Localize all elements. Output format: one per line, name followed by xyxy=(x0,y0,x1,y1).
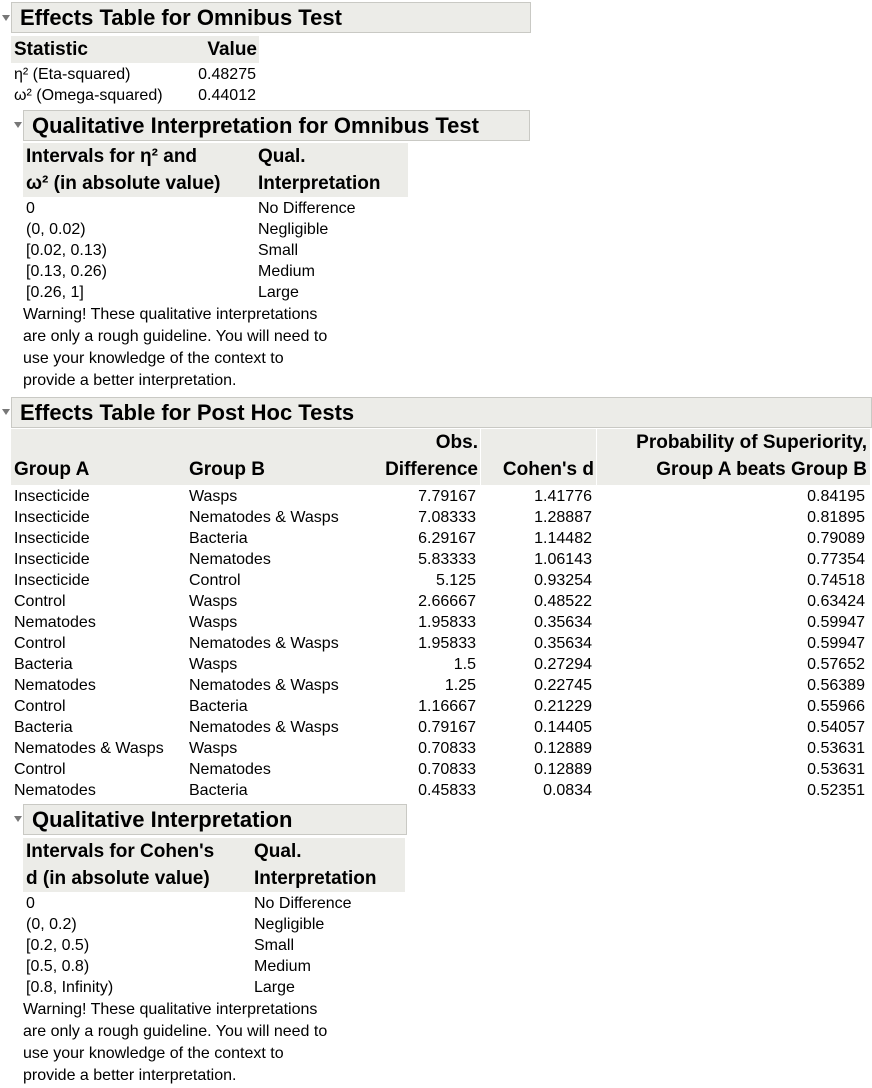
qual-posthoc-col-interp: Qual. Interpretation xyxy=(252,838,405,892)
posthoc-group-b: Nematodes & Wasps xyxy=(189,719,339,736)
posthoc-obs-diff: 5.83333 xyxy=(418,551,476,568)
posthoc-cohens-d: 0.35634 xyxy=(534,635,592,652)
posthoc-group-a: Insecticide xyxy=(14,530,90,547)
disclosure-triangle-icon[interactable] xyxy=(2,15,10,21)
posthoc-cohens-d: 1.14482 xyxy=(534,530,592,547)
qual-omnibus-interp: Medium xyxy=(258,263,315,280)
posthoc-group-b: Nematodes xyxy=(189,761,271,778)
qual-posthoc-interp: Large xyxy=(254,979,295,996)
posthoc-group-a: Bacteria xyxy=(14,656,73,673)
omnibus-value-omega: 0.44012 xyxy=(198,87,256,104)
posthoc-group-b: Wasps xyxy=(189,488,238,505)
qual-posthoc-interval: [0.5, 0.8) xyxy=(26,958,90,975)
qual-omnibus-col-intervals: Intervals for η² and ω² (in absolute value) xyxy=(23,143,256,197)
posthoc-cohens-d: 0.22745 xyxy=(534,677,592,694)
posthoc-group-a: Insecticide xyxy=(14,551,90,568)
posthoc-prob-superiority: 0.52351 xyxy=(807,782,865,799)
omnibus-outline-header[interactable] xyxy=(11,2,531,33)
table-row xyxy=(11,759,869,780)
table-row xyxy=(11,780,869,801)
qual-omnibus-interval: [0.13, 0.26) xyxy=(26,263,107,280)
posthoc-group-a: Insecticide xyxy=(14,572,90,589)
posthoc-group-a: Control xyxy=(14,635,66,652)
posthoc-group-a: Control xyxy=(14,761,66,778)
table-row xyxy=(11,528,869,549)
posthoc-group-a: Nematodes xyxy=(14,677,96,694)
qual-omnibus-col-interp: Qual. Interpretation xyxy=(256,143,408,197)
qual-posthoc-interp: Small xyxy=(254,937,295,954)
qual-omnibus-interval: [0.02, 0.13) xyxy=(26,242,107,259)
posthoc-group-a: Nematodes & Wasps xyxy=(14,740,164,757)
posthoc-group-b: Wasps xyxy=(189,614,238,631)
posthoc-col-cohens-d: Cohen's d xyxy=(481,429,596,485)
omnibus-value-eta: 0.48275 xyxy=(198,66,256,83)
table-row xyxy=(11,738,869,759)
posthoc-obs-diff: 2.66667 xyxy=(418,593,476,610)
posthoc-title: Effects Table for Post Hoc Tests xyxy=(20,400,355,425)
posthoc-group-a: Nematodes xyxy=(14,782,96,799)
posthoc-prob-superiority: 0.84195 xyxy=(807,488,865,505)
posthoc-obs-diff: 6.29167 xyxy=(418,530,476,547)
posthoc-prob-superiority: 0.53631 xyxy=(807,740,865,757)
posthoc-group-b: Wasps xyxy=(189,656,238,673)
posthoc-prob-superiority: 0.77354 xyxy=(807,551,865,568)
omnibus-col-value: Value xyxy=(184,36,259,63)
qual-omnibus-interval: 0 xyxy=(26,200,35,217)
qual-posthoc-outline-header[interactable] xyxy=(23,804,407,835)
qual-posthoc-interp: Medium xyxy=(254,958,311,975)
posthoc-prob-superiority: 0.81895 xyxy=(807,509,865,526)
posthoc-prob-superiority: 0.63424 xyxy=(807,593,865,610)
qual-posthoc-col-intervals: Intervals for Cohen's d (in absolute value) xyxy=(23,838,252,892)
posthoc-prob-superiority: 0.59947 xyxy=(807,614,865,631)
table-row xyxy=(11,486,869,507)
qual-posthoc-interval: [0.2, 0.5) xyxy=(26,937,90,954)
posthoc-prob-superiority: 0.53631 xyxy=(807,761,865,778)
posthoc-obs-diff: 0.45833 xyxy=(418,782,476,799)
posthoc-outline-header[interactable] xyxy=(11,397,872,428)
posthoc-cohens-d: 0.93254 xyxy=(534,572,592,589)
table-row xyxy=(11,696,869,717)
posthoc-group-b: Wasps xyxy=(189,593,238,610)
posthoc-prob-superiority: 0.79089 xyxy=(807,530,865,547)
posthoc-group-b: Control xyxy=(189,572,241,589)
posthoc-prob-superiority: 0.59947 xyxy=(807,635,865,652)
posthoc-obs-diff: 1.95833 xyxy=(418,614,476,631)
posthoc-prob-superiority: 0.74518 xyxy=(807,572,865,589)
posthoc-group-b: Nematodes xyxy=(189,551,271,568)
posthoc-obs-diff: 0.70833 xyxy=(418,761,476,778)
qual-omnibus-outline-header[interactable] xyxy=(23,110,530,141)
disclosure-triangle-icon[interactable] xyxy=(14,122,22,128)
posthoc-obs-diff: 0.79167 xyxy=(418,719,476,736)
table-row xyxy=(11,633,869,654)
qual-posthoc-interp: No Difference xyxy=(254,895,352,912)
disclosure-triangle-icon[interactable] xyxy=(2,409,10,415)
posthoc-group-a: Insecticide xyxy=(14,509,90,526)
qual-posthoc-interval: 0 xyxy=(26,895,35,912)
posthoc-prob-superiority: 0.54057 xyxy=(807,719,865,736)
qual-omnibus-interval: [0.26, 1] xyxy=(26,284,84,301)
posthoc-cohens-d: 0.21229 xyxy=(534,698,592,715)
posthoc-group-b: Bacteria xyxy=(189,698,248,715)
posthoc-group-b: Bacteria xyxy=(189,530,248,547)
qual-omnibus-interp: Large xyxy=(258,284,299,301)
posthoc-group-a: Insecticide xyxy=(14,488,90,505)
posthoc-group-a: Nematodes xyxy=(14,614,96,631)
qual-omnibus-interp: Small xyxy=(258,242,299,259)
posthoc-col-group-a: Group A xyxy=(11,429,186,485)
posthoc-group-a: Bacteria xyxy=(14,719,73,736)
qual-posthoc-interval: (0, 0.2) xyxy=(26,916,77,933)
posthoc-cohens-d: 0.12889 xyxy=(534,761,592,778)
table-row xyxy=(11,570,869,591)
posthoc-col-group-b: Group B xyxy=(186,429,364,485)
table-row xyxy=(11,507,869,528)
posthoc-group-b: Bacteria xyxy=(189,782,248,799)
posthoc-obs-diff: 1.25 xyxy=(444,677,476,694)
posthoc-cohens-d: 0.27294 xyxy=(534,656,592,673)
qual-omnibus-interp: No Difference xyxy=(258,200,356,217)
posthoc-group-b: Nematodes & Wasps xyxy=(189,677,339,694)
qual-omnibus-title: Qualitative Interpretation for Omnibus Test xyxy=(32,113,479,138)
posthoc-cohens-d: 1.28887 xyxy=(534,509,592,526)
qual-posthoc-interp: Negligible xyxy=(254,916,325,933)
table-row xyxy=(11,654,869,675)
omnibus-col-statistic: Statistic xyxy=(11,36,184,63)
posthoc-cohens-d: 0.14405 xyxy=(534,719,592,736)
qual-posthoc-interval: [0.8, Infinity) xyxy=(26,979,114,996)
qual-omnibus-interval: (0, 0.02) xyxy=(26,221,86,238)
posthoc-obs-diff: 1.16667 xyxy=(418,698,476,715)
table-row xyxy=(11,591,869,612)
posthoc-group-b: Nematodes & Wasps xyxy=(189,635,339,652)
table-row xyxy=(11,612,869,633)
table-row xyxy=(11,549,869,570)
qual-omnibus-warning: Warning! These qualitative interpretations are only a rough guideline. You will need to use your knowledge of the context to provide a better interpretation. xyxy=(23,306,328,389)
posthoc-cohens-d: 1.06143 xyxy=(534,551,592,568)
posthoc-obs-diff: 7.79167 xyxy=(418,488,476,505)
posthoc-obs-diff: 5.125 xyxy=(435,572,476,589)
omnibus-stat-omega: ω² (Omega-squared) xyxy=(14,87,163,104)
posthoc-group-a: Control xyxy=(14,698,66,715)
omnibus-stat-eta: η² (Eta-squared) xyxy=(14,66,131,83)
table-row xyxy=(11,717,869,738)
table-row xyxy=(11,675,869,696)
posthoc-prob-superiority: 0.56389 xyxy=(807,677,865,694)
omnibus-title: Effects Table for Omnibus Test xyxy=(20,5,342,30)
posthoc-group-b: Nematodes & Wasps xyxy=(189,509,339,526)
posthoc-prob-superiority: 0.57652 xyxy=(807,656,865,673)
posthoc-table xyxy=(11,486,869,801)
qual-posthoc-title: Qualitative Interpretation xyxy=(32,807,293,832)
posthoc-col-prob-superiority: Probability of Superiority, Group A beats Group B xyxy=(597,429,870,485)
posthoc-cohens-d: 0.48522 xyxy=(534,593,592,610)
disclosure-triangle-icon[interactable] xyxy=(14,816,22,822)
posthoc-obs-diff: 1.5 xyxy=(453,656,476,673)
posthoc-cohens-d: 1.41776 xyxy=(534,488,592,505)
posthoc-obs-diff: 0.70833 xyxy=(418,740,476,757)
qual-posthoc-warning: Warning! These qualitative interpretations are only a rough guideline. You will need to use your knowledge of the context to provide a better interpretation. xyxy=(23,1001,328,1084)
posthoc-col-obs-diff: Obs. Difference xyxy=(364,429,480,485)
posthoc-cohens-d: 0.35634 xyxy=(534,614,592,631)
qual-omnibus-interp: Negligible xyxy=(258,221,329,238)
posthoc-cohens-d: 0.12889 xyxy=(534,740,592,757)
posthoc-cohens-d: 0.0834 xyxy=(543,782,592,799)
posthoc-group-b: Wasps xyxy=(189,740,238,757)
posthoc-group-a: Control xyxy=(14,593,66,610)
posthoc-obs-diff: 7.08333 xyxy=(418,509,476,526)
posthoc-prob-superiority: 0.55966 xyxy=(807,698,865,715)
posthoc-obs-diff: 1.95833 xyxy=(418,635,476,652)
